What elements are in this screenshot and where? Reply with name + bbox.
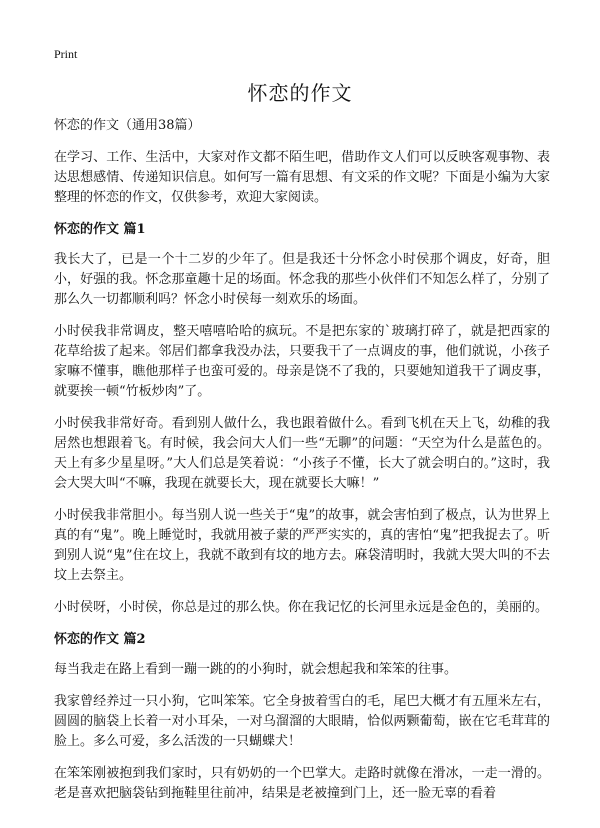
paragraph: 每当我走在路上看到一蹦一跳的的小狗时，就会想起我和笨笨的往事。 <box>54 662 458 677</box>
page-title: 怀恋的作文 <box>247 81 353 105</box>
paragraph: 小时侯我非常好奇。看到别人做什么，我也跟着做什么。看到飞机在天上飞，幼稚的我居然也想跟着飞。有时候，我会问大人们一些“无聊”的问题：“天空为什么是蓝色的。天上有多少星星呀。”大人们总是笑着说：“小孩子不懂，长大了就会明白的。”这时，我会大哭大叫“不嘛，我现在就要长大，现在就要长大嘛！” <box>54 416 550 491</box>
print-link[interactable]: Print <box>54 47 78 61</box>
article-subtitle: 怀恋的作文（通用38篇） <box>54 118 201 133</box>
paragraph: 小时侯我非常调皮，整天嘻嘻哈哈的疯玩。不是把东家的`玻璃打碎了，就是把西家的花草给拔了起来。邻居们都拿我没办法，只要我干了一点调皮的事，他们就说，小孩子家嘛不懂事，瞧他那样子也蛮可爱的。母亲是饶不了我的，只要她知道我干了调皮事，就要挨一顿“竹板炒肉”了。 <box>54 324 550 399</box>
section-heading: 怀恋的作文 篇2 <box>54 632 146 647</box>
section-heading: 怀恋的作文 篇1 <box>54 222 146 237</box>
article-body <box>54 116 550 816</box>
paragraph: 小时侯呀，小时侯，你总是过的那么快。你在我记忆的长河里永远是金色的，美丽的。 <box>54 600 549 615</box>
paragraph: 小时侯我非常胆小。每当别人说一些关于“鬼”的故事，就会害怕到了极点，认为世界上真的有“鬼”。晚上睡觉时，我就用被子蒙的严严实实的，真的害怕“鬼”把我捉去了。听到别人说“鬼”住在坟上，我就不敢到有坟的地方去。麻袋清明时，我就大哭大叫的不去坟上去祭主。 <box>54 508 550 583</box>
paragraph: 在笨笨刚被抱到我们家时，只有奶奶的一个巴掌大。走路时就像在滑冰，一走一滑的。老是喜欢把脑袋钻到拖鞋里往前冲，结果是老被撞到门上，还一脸无辜的看着 <box>54 766 550 801</box>
intro-paragraph: 在学习、工作、生活中，大家对作文都不陌生吧，借助作文人们可以反映客观事物、表达思想感情、传递知识信息。如何写一篇有思想、有文采的作文呢？下面是小编为大家整理的怀恋的作文，仅供参考，欢迎大家阅读。 <box>54 150 550 205</box>
paragraph: 我家曾经养过一只小狗，它叫笨笨。它全身披着雪白的毛，尾巴大概才有五厘米左右，圆圆的脑袋上长着一对小耳朵，一对乌溜溜的大眼睛，恰似两颗葡萄，嵌在它毛茸茸的脸上。多么可爱，多么活泼的一只蝴蝶犬！ <box>54 694 550 749</box>
paragraph: 我长大了，已是一个十二岁的少年了。但是我还十分怀念小时侯那个调皮，好奇，胆小，好强的我。怀念那童趣十足的场面。怀念我的那些小伙伴们不知怎么样了，分别了那么久一切都顺利吗？怀念小时侯每一刻欢乐的场面。 <box>54 252 550 307</box>
